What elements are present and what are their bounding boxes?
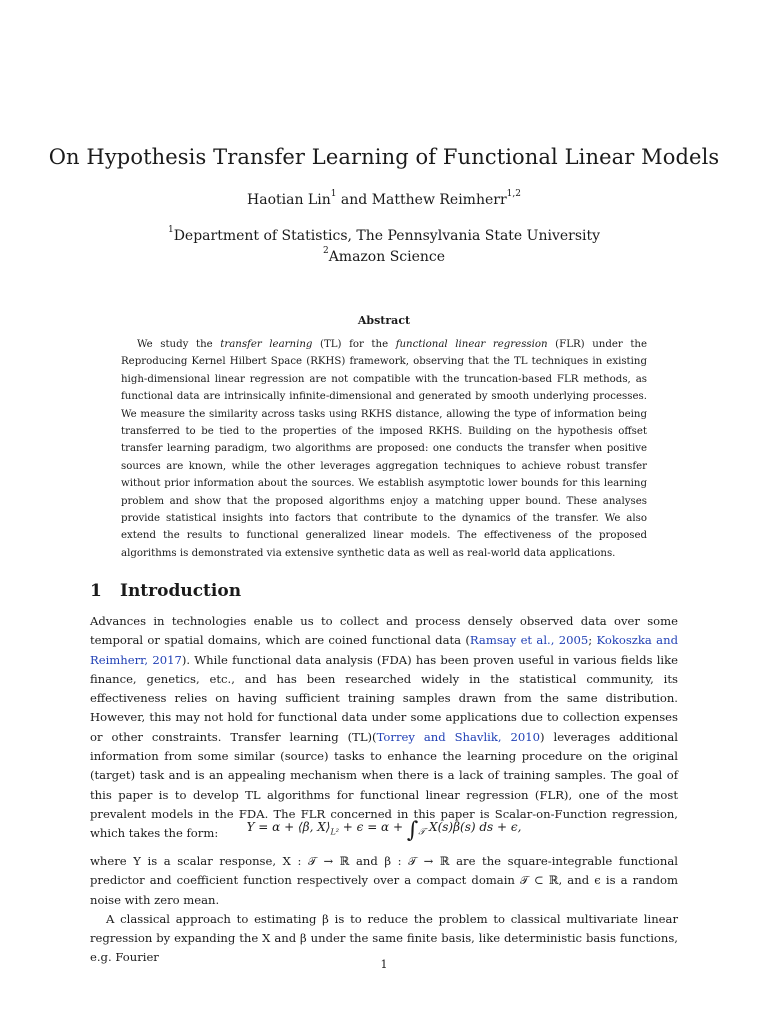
introduction-paragraph-1 — [90, 612, 678, 844]
author-name: Matthew Reimherr — [371, 192, 507, 208]
affiliation-text: Amazon Science — [328, 249, 446, 265]
citation-link[interactable]: Torrey and Shavlik, 2010 — [376, 729, 541, 744]
section-heading-introduction — [90, 581, 241, 601]
body-text: ; — [588, 633, 597, 648]
affiliation-text: Department of Statistics, The Pennsylvania State University — [173, 228, 601, 244]
equation-rhs: X(s)β(s) ds + ϵ, — [425, 820, 522, 834]
body-paragraph: where Y is a scalar response, X : 𝒯 → ℝ and β : 𝒯 → ℝ are the square-integrable functional predictor and coefficient function respectively over a compact domain 𝒯 ⊂ ℝ, and ϵ is a random noise with zero mean. — [90, 854, 678, 907]
body-text: ). While functional data analysis (FDA) has been proven useful in various fields like finance, genetics, etc., and has been researched widely in the statistical community, its effectiveness relies on having sufficient training samples drawn from the same distribution. However, this may not hold for functional data under some applications due to collection expenses or other constraints. Transfer learning (TL)( — [90, 652, 679, 744]
integral-symbol: ∫ — [406, 818, 419, 843]
body-paragraph: A classical approach to estimating β is to reduce the problem to classical multivariate linear regression by expanding the X and β under the same finite basis, like deterministic basis functions, e.g. Fourier — [90, 911, 678, 965]
abstract-text: (TL) for the — [312, 339, 396, 350]
equation-mid: + ϵ = α + — [338, 820, 407, 834]
affiliation-1 — [0, 225, 768, 244]
author-conjunction: and — [336, 192, 372, 208]
page-number: 1 — [380, 958, 388, 971]
citation-link[interactable]: Ramsay et al., 2005 — [469, 633, 589, 648]
section-number: 1 — [90, 581, 102, 601]
abstract-heading: Abstract — [357, 314, 411, 327]
author-name: Haotian Lin — [247, 192, 331, 208]
flr-equation — [0, 818, 768, 843]
abstract-paragraph — [121, 336, 647, 562]
affiliation-mark: 2 — [322, 246, 329, 256]
citation-link[interactable]: Kokoszka and Reimherr, 2017 — [90, 633, 678, 667]
abstract-text: (FLR) under the Reproducing Kernel Hilbert Space (RKHS) framework, observing that the TL techniques in existing high-dimensional linear regression are not compatible with the truncation-based FLR methods, as functional data are intrinsically infinite-dimensional and generated by smooth underlying processes. We measure the similarity across tasks using RKHS distance, allowing the type of information being transferred to be tied to the properties of the imposed RKHS. Building on the hypothesis offset transfer learning paradigm, two algorithms are proposed: one conducts the transfer when positive sources are known, while the other leverages aggregation techniques to achieve robust transfer without prior information about the sources. We establish asymptotic lower bounds for this learning problem and show that the proposed algorithms enjoy a matching upper bound. These analyses provide statistical insights into factors that contribute to the dynamics of the transfer. We also extend the results to functional generalized linear models. The effectiveness of the proposed algorithms is demonstrated via extensive synthetic data as well as real-world data applications. — [121, 339, 648, 559]
equation-subscript: L² — [330, 827, 339, 837]
integral-domain: 𝒯 — [418, 827, 426, 838]
body-paragraph — [90, 612, 678, 844]
abstract-text: We study the — [137, 339, 221, 350]
abstract-emphasis: functional linear regression — [395, 339, 548, 350]
equation-lhs: Y = α + ⟨β, X⟩ — [246, 820, 331, 834]
author-list — [0, 189, 768, 208]
author-affiliation-mark: 1 — [330, 189, 337, 199]
paper-title: On Hypothesis Transfer Learning of Functional Linear Models — [48, 145, 720, 169]
introduction-paragraph-2 — [90, 852, 678, 968]
body-text: ) leverages additional information from some similar (source) tasks to enhance the learning procedure on the original (target) task and is an appealing mechanism when there is a lack of training samples. The goal of this paper is to develop TL algorithms for functional linear regression (FLR), one of the most prevalent models in the FDA. The FLR concerned in this paper is Scalar-on-Function regression, which takes the form: — [90, 729, 678, 841]
body-text: Advances in technologies enable us to collect and process densely observed data over some temporal or spatial domains, which are coined functional data ( — [90, 614, 678, 648]
abstract-emphasis: transfer learning — [220, 339, 313, 350]
affiliation-mark: 1 — [167, 225, 174, 235]
abstract-body — [121, 336, 647, 562]
author-affiliation-mark: 1,2 — [506, 189, 521, 199]
section-title: Introduction — [120, 581, 242, 601]
affiliation-2 — [0, 246, 768, 265]
